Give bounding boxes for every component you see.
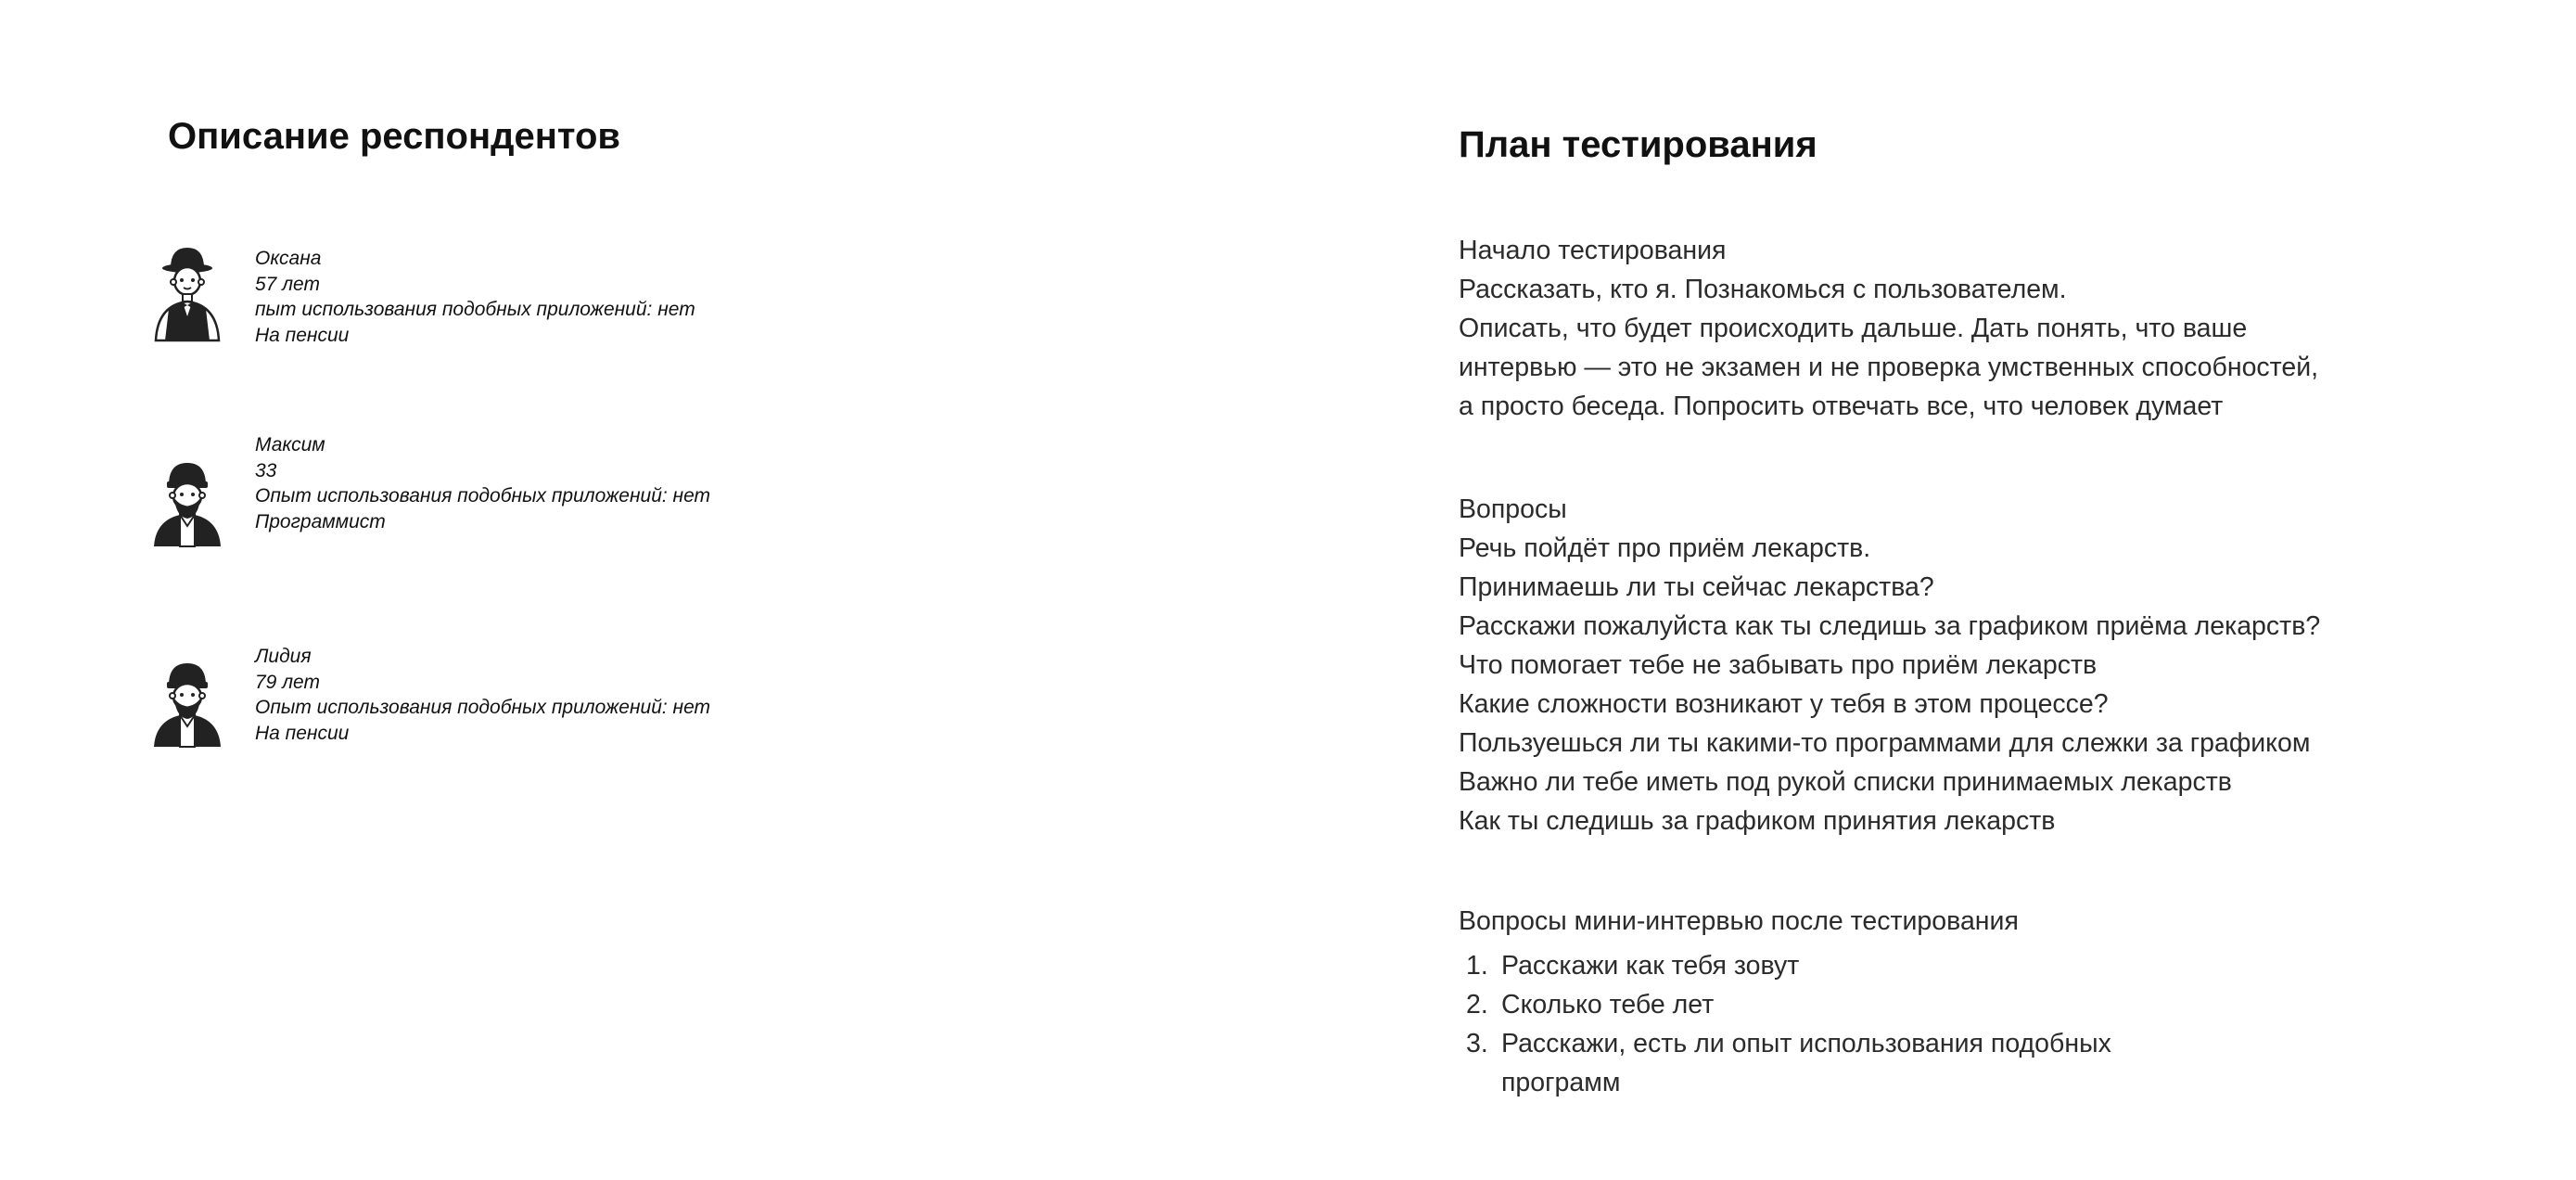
- respondent-experience: пыт использования подобных приложений: нет: [255, 299, 695, 320]
- plan-question-line: Что помогает тебе не забывать про приём лекарств: [1459, 650, 2098, 680]
- list-item: [1459, 985, 2163, 1024]
- plan-questions-block: [1459, 490, 2479, 840]
- plan-mini-interview-block: [1459, 902, 2479, 1102]
- respondent-info: [255, 432, 710, 534]
- list-item-number: 1.: [1466, 951, 1488, 981]
- plan-intro-heading: Начало тестирования: [1459, 236, 1727, 265]
- respondent-experience: Опыт использования подобных приложений: нет: [255, 697, 711, 718]
- plan-intro-line: а просто беседа. Попросить отвечать все, что человек думает: [1459, 391, 2224, 421]
- bearded-person-with-beanie-icon: [152, 655, 223, 751]
- respondent-card-maksim: [152, 432, 801, 544]
- plan-intro-line: Рассказать, кто я. Познакомься с пользователем.: [1459, 275, 2067, 304]
- respondent-card-oksana: [152, 246, 801, 357]
- plan-question-line: Важно ли тебе иметь под рукой списки принимаемых лекарств: [1459, 767, 2232, 797]
- respondent-card-lidiya: [152, 644, 801, 755]
- plan-question-line: Какие сложности возникают у тебя в этом процессе?: [1459, 689, 2109, 719]
- respondent-name: Оксана: [255, 248, 322, 269]
- list-item: [1459, 946, 2163, 985]
- plan-mini-interview-heading: Вопросы мини-интервью после тестирования: [1459, 906, 2019, 936]
- plan-questions-heading: Вопросы: [1459, 494, 1567, 524]
- plan-intro-block: [1459, 231, 2479, 426]
- plan-title: План тестирования: [1459, 124, 1817, 165]
- respondent-occupation: На пенсии: [255, 324, 350, 346]
- respondent-age: 57 лет: [255, 273, 320, 295]
- respondent-occupation: Программист: [255, 510, 386, 532]
- respondent-name: Максим: [255, 434, 325, 455]
- plan-intro-line: интервью — это не экзамен и не проверка умственных способностей,: [1459, 353, 2319, 382]
- person-with-hat-and-vest-icon: [152, 246, 223, 342]
- plan-question-line: Пользуешься ли ты какими-то программами для слежки за графиком: [1459, 728, 2311, 758]
- plan-question-line: Расскажи пожалуйста как ты следишь за графиком приёма лекарств?: [1459, 611, 2321, 641]
- plan-question-line: Речь пойдёт про приём лекарств.: [1459, 533, 1871, 563]
- list-item-text: Сколько тебе лет: [1501, 990, 1715, 1020]
- respondent-info: [255, 644, 710, 746]
- list-item: [1459, 1024, 2163, 1102]
- list-item-number: 3.: [1466, 1029, 1488, 1058]
- respondent-name: Лидия: [255, 646, 312, 667]
- respondent-age: 33: [255, 459, 277, 481]
- respondents-title: Описание респондентов: [168, 116, 620, 157]
- list-item-number: 2.: [1466, 990, 1488, 1020]
- plan-question-line: Принимаешь ли ты сейчас лекарства?: [1459, 572, 1934, 602]
- plan-intro-line: Описать, что будет происходить дальше. Дать понять, что ваше: [1459, 314, 2248, 343]
- respondent-info: [255, 246, 695, 348]
- list-item-text: Расскажи как тебя зовут: [1501, 951, 1800, 981]
- plan-question-line: Как ты следишь за графиком принятия лекарств: [1459, 806, 2056, 836]
- respondent-experience: Опыт использования подобных приложений: нет: [255, 485, 711, 507]
- mini-interview-list: [1459, 946, 2479, 1102]
- bearded-person-with-beanie-icon: [152, 455, 223, 551]
- list-item-text: Расскажи, есть ли опыт использования подобных программ: [1501, 1029, 2111, 1097]
- respondent-age: 79 лет: [255, 671, 320, 693]
- respondent-occupation: На пенсии: [255, 722, 350, 744]
